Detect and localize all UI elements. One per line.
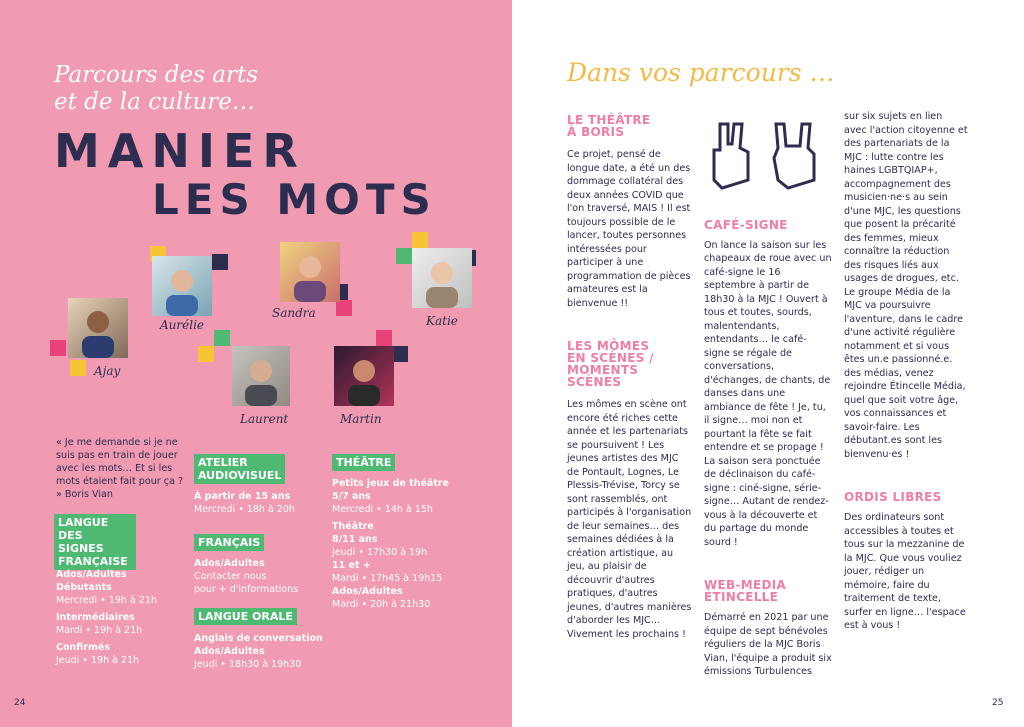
deco-square — [336, 300, 352, 316]
column-3 — [844, 110, 968, 633]
rock-hand-icon — [774, 124, 814, 188]
right-page — [512, 0, 1024, 727]
schedule-line: Ados/Adultes — [194, 558, 265, 569]
theatre-boris-text: Ce projet, pensé de longue date, a été un des dommage collatéral des deux années COVID que l'on traversé, MAIS ! Il est toujours possible de le lancer, toutes personnes intéressées pour participer à une programmation de pièces amateures est la bienvenue !! — [567, 149, 691, 309]
atelier-schedule — [194, 490, 324, 516]
web-media-heading — [704, 579, 832, 603]
subtitle-line-2: et de la culture… — [54, 89, 255, 115]
page-title-line-1: MANIER — [54, 124, 306, 178]
langue-orale-info — [194, 632, 334, 671]
schedule-line: Jeudi • 17h30 à 19h — [332, 547, 428, 558]
langue-signes-tag: LANGUE DES SIGNES FRANÇAISE — [54, 514, 136, 570]
katie-photo — [412, 248, 472, 308]
name-laurent: Laurent — [240, 412, 289, 426]
page-title-line-2: LES MOTS — [152, 175, 437, 224]
subtitle-line-1: Parcours des arts — [54, 62, 259, 88]
schedule-line: Petits jeux de théâtre — [332, 478, 449, 489]
momes-text: Les mômes en scène ont encore été riches cette année et les partenariats se poursuivent ! Les jeunes artistes des MJC de Pontault, Lognes, Le Plessis-Trévise, Torcy se sont rassemblés, ont participés à l'organisation de leur semaines… des semaines dédiées à la création artistique, au jeu, au plaisir de découvrir d'autres pratiques, d'autres jeunes, d'autres manières d'aborder les MJC… Vivement les prochains ! — [567, 399, 692, 640]
ajay-photo — [68, 298, 128, 358]
schedule-line: 11 et + — [332, 560, 371, 571]
name-katie: Katie — [426, 314, 458, 328]
schedule-line: Ados/Adultes — [194, 646, 265, 657]
boris-vian-quote: « Je me demande si je ne suis pas en train de jouer avec les mots… Et si les mots étaient fait pour ça ? » Boris Vian — [56, 437, 184, 500]
name-aurelie: Aurélie — [160, 318, 205, 332]
cafe-signe-heading: CAFÉ-SIGNE — [704, 217, 788, 232]
langue-orale-tag: LANGUE ORALE — [194, 608, 297, 625]
atelier-audiovisuel-tag — [194, 454, 285, 484]
schedule-line: Mardi • 19h à 21h — [56, 625, 143, 636]
hand-signs-illustration — [704, 118, 834, 192]
deco-square — [212, 254, 228, 270]
heading-line: ÉTINCELLE — [704, 590, 779, 604]
schedule-line: Jeudi • 19h à 21h — [56, 655, 140, 666]
francais-tag: FRANÇAIS — [194, 534, 264, 551]
name-martin: Martin — [340, 412, 382, 426]
schedule-line: Jeudi • 18h30 à 19h30 — [194, 659, 302, 670]
francais-info — [194, 557, 324, 596]
schedule-line: Mercredi • 18h à 20h — [194, 504, 295, 515]
heading-line: À BORIS — [567, 125, 625, 139]
right-page-title: Dans vos parcours … — [567, 58, 835, 87]
schedule-line: 8/11 ans — [332, 534, 378, 545]
aurelie-photo — [152, 256, 212, 316]
schedule-line: Mercredi • 19h à 21h — [56, 595, 157, 606]
web-media-text-continued: sur six sujets en lien avec l'action citoyenne et des partenariats de la MJC : lutte contre les haines LGBTQIAP+, accompagnement des musicien·ne·s au sein d'une MJC, les questions que posent la précarité des femmes, mieux connaître la réduction des risques liés aux usages de drogues, etc. Le groupe Média de la MJC va poursuivre l'aventure, dans le cadre d'une activité régulière notamment et si vous êtes un.e passionné.e. des médias, venez rejoindre Étincelle Média, quel que soit votre âge, vos connaissances et savoir-faire. Les débutant.es sont les bienvenu·es ! — [844, 111, 968, 460]
column-1 — [567, 114, 693, 641]
column-2 — [704, 118, 832, 679]
tag-line: ATELIER — [198, 456, 248, 469]
deco-square — [412, 232, 428, 248]
langue-signes-schedule — [56, 568, 186, 667]
schedule-line: Mardi • 17h45 à 19h15 — [332, 573, 443, 584]
deco-square — [376, 330, 392, 346]
schedule-line: Mercredi • 14h à 15h — [332, 504, 433, 515]
schedule-line: 5/7 ans — [332, 491, 371, 502]
sandra-photo — [280, 242, 340, 302]
heading-line: LE THÉÂTRE — [567, 113, 651, 127]
name-sandra: Sandra — [272, 306, 316, 320]
page-number-left: 24 — [14, 698, 26, 708]
schedule-line: Ados/Adultes — [56, 569, 127, 580]
name-ajay: Ajay — [94, 364, 121, 378]
heading-line: WEB-MEDIA — [704, 578, 787, 592]
theatre-tag: THÉÂTRE — [332, 454, 395, 471]
peace-hand-icon — [714, 124, 748, 188]
martin-photo — [334, 346, 394, 406]
web-media-text: Démarré en 2021 par une équipe de sept bénévoles réguliers de la MJC Boris Vian, l'équipe a produit six émissions Turbulences — [704, 612, 832, 677]
schedule-line: Contacter nous — [194, 571, 267, 582]
tag-line: AUDIOVISUEL — [198, 469, 282, 482]
schedule-line: pour + d'informations — [194, 584, 299, 595]
schedule-line: Anglais de conversation — [194, 633, 323, 644]
heading-line: MOMENTS SCÈNES — [567, 363, 639, 389]
ordis-libres-heading: ORDIS LIBRES — [844, 490, 942, 504]
theatre-schedule — [332, 477, 482, 611]
schedule-line: Ados/Adultes — [332, 586, 403, 597]
deco-square — [50, 340, 66, 356]
laurent-photo — [232, 346, 290, 406]
cafe-signe-text: On lance la saison sur les chapeaux de roue avec un café-signe le 16 septembre à partir de 18h30 à la MJC ! Ouvert à tous et toutes, sourds, malentendants, entendants… le café-signe se régale de conversations, d'échanges, de chants, de danses dans une ambiance de fête ! Je, tu, il signe… moi non et pourtant la fête se fait entendre et se propage ! La saison sera ponctuée de déclinaison du café-signe : ciné-signe, série-signe… Autant de rendez-vous à la découverte et du partage du monde sourd ! — [704, 239, 832, 548]
deco-square — [198, 346, 214, 362]
section-subtitle — [54, 62, 314, 116]
ordis-libres-text: Des ordinateurs sont accessibles à toutes et tous sur la mezzanine de la MJC. Que vous vouliez jouer, rédiger un mémoire, faire du traitement de texte, surfer en ligne… l'espace est à vous ! — [844, 512, 966, 631]
schedule-line: Intermédiaires — [56, 612, 135, 623]
heading-line: LES MÔMES — [567, 339, 650, 353]
heading-line: EN SCÈNES / — [567, 351, 654, 365]
schedule-line: À partir de 15 ans — [194, 491, 291, 502]
deco-square — [214, 330, 230, 346]
page-number-right: 25 — [992, 698, 1004, 708]
schedule-line: Confirmés — [56, 642, 110, 653]
deco-square — [70, 360, 86, 376]
schedule-line: Débutants — [56, 582, 112, 593]
schedule-line: Théâtre — [332, 521, 374, 532]
theatre-boris-heading — [567, 114, 693, 138]
momes-heading — [567, 340, 693, 388]
deco-square — [392, 346, 408, 362]
deco-square — [396, 248, 412, 264]
schedule-line: Mardi • 20h à 21h30 — [332, 599, 431, 610]
